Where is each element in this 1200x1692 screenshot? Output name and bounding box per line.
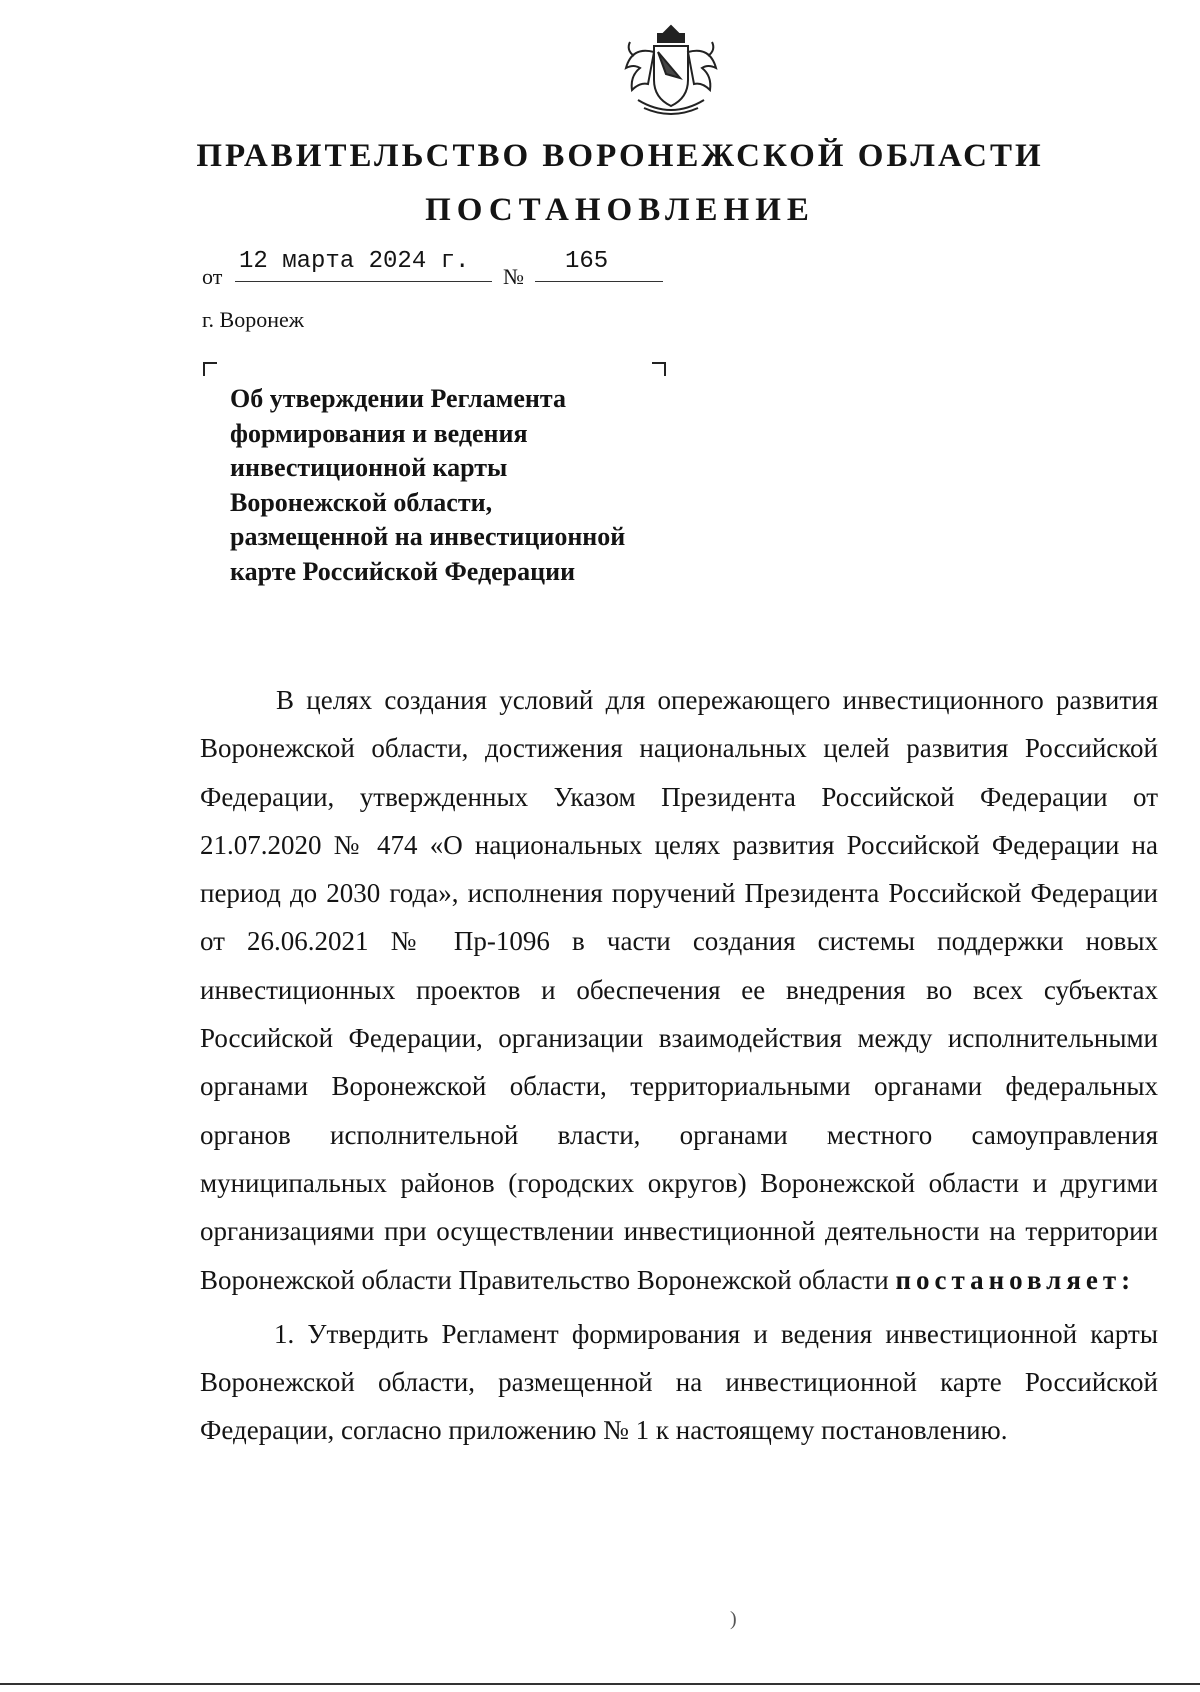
date-prefix-label: от <box>202 264 223 289</box>
coat-of-arms-icon <box>618 22 724 122</box>
subject-line: размещенной на инвестиционной <box>230 522 626 551</box>
city-label: г. Воронеж <box>202 307 304 332</box>
subject-line: Об утверждении Регламента <box>230 384 566 413</box>
scan-bottom-edge <box>0 1683 1200 1685</box>
document-subject <box>230 382 690 589</box>
scan-artifact: ) <box>730 1608 737 1630</box>
subject-line: инвестиционной карты <box>230 453 508 482</box>
government-title: ПРАВИТЕЛЬСТВО ВОРОНЕЖСКОЙ ОБЛАСТИ <box>196 138 1044 174</box>
number-prefix-label: № <box>503 264 524 289</box>
decree-word: постановляет: <box>895 1264 1136 1295</box>
preamble-paragraph <box>200 676 1158 1304</box>
subject-line: Воронежской области, <box>230 487 493 517</box>
subject-line: карте Российской Федерации <box>230 556 576 586</box>
document-type-title: ПОСТАНОВЛЕНИЕ <box>425 192 815 228</box>
item-1-paragraph: 1. Утвердить Регламент формирования и ведения инвестиционной карты Воронежской области, размещенной на инвестиционной карте Российской Федерации, согласно приложению № 1 к настоящему постановлению. <box>200 1318 1158 1446</box>
subject-line: формирования и ведения <box>230 418 528 448</box>
number-field: 165 <box>535 248 663 282</box>
date-field: 12 марта 2024 г. <box>235 248 492 282</box>
preamble-text: В целях создания условий для опережающего инвестиционного развития Воронежской области, достижения национальных целей развития Российской Федерации, утвержденных Указом Президента Российской Федерации от 21.07.2020 № 474 «О национальных целях развития Российской Федерации на период до 2030 года», исполнения поручений Президента Российской Федерации от 26.06.2021 № Пр-1096 в части создания системы поддержки новых инвестиционных проектов и обеспечения ее внедрения во всех субъектах Российской Федерации, организации взаимодействия между исполнительными органами Воронежской области, территориальными органами федеральных органов исполнительной власти, органами местного самоуправления муниципальных районов (городских округов) Воронежской области и другими организациями при осуществлении инвестиционной деятельности на территории Воронежской области Правительство Воронежской области <box>200 685 1158 1295</box>
document-body <box>200 676 1158 1455</box>
subject-corner-left <box>203 362 217 376</box>
subject-corner-right <box>652 362 666 376</box>
